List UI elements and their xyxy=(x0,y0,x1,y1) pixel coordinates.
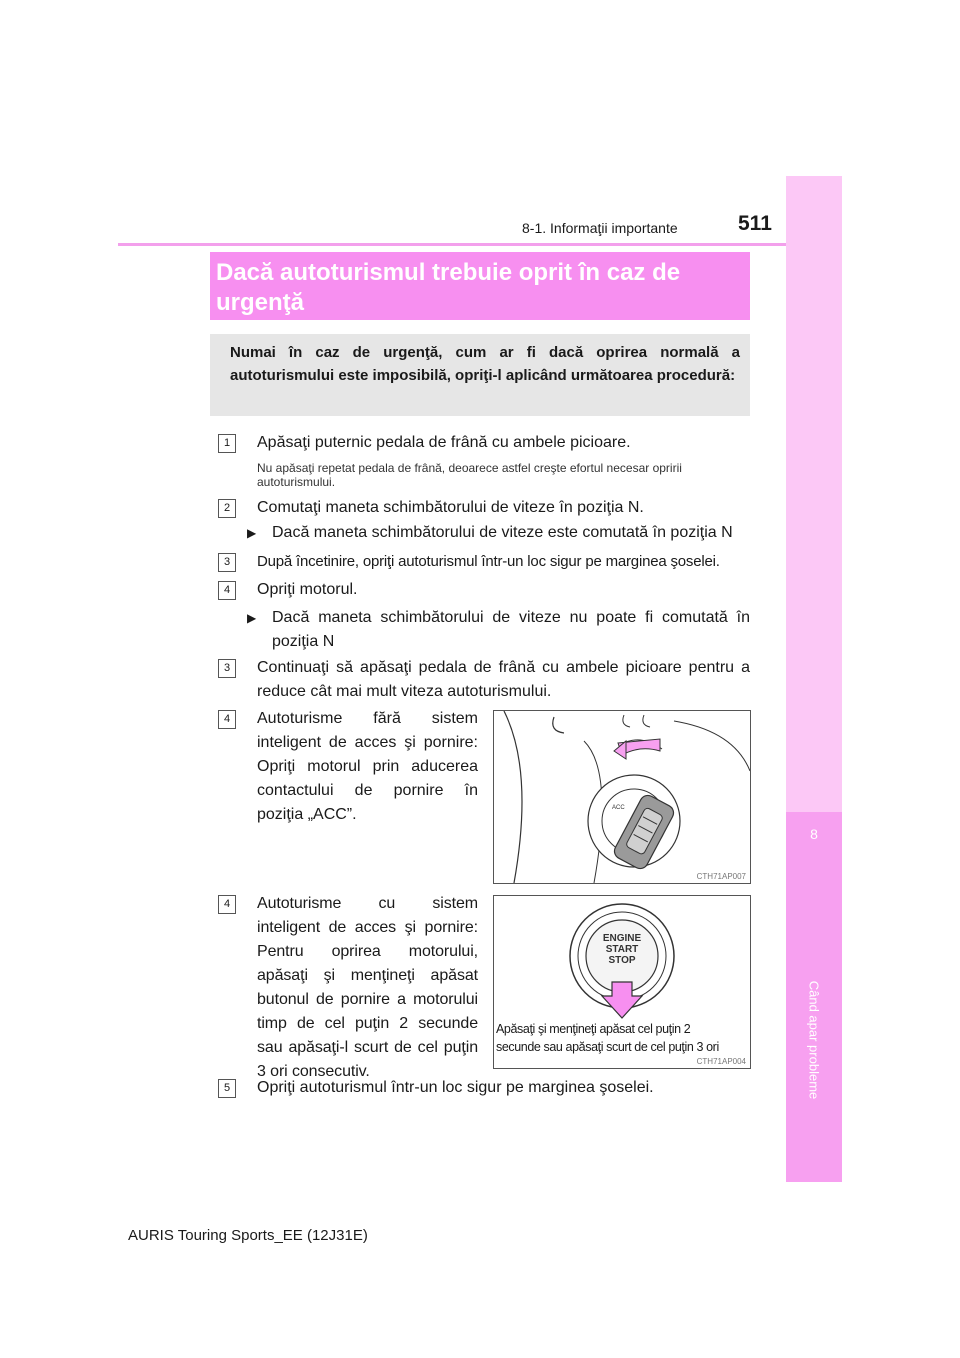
step-4b-text: Autoturisme fără sistem inteligent de acces şi pornire: Opriţi motorul prin aducerea contactului de pornire în poziţia „ACC”. xyxy=(257,710,478,823)
triangle-bullet-icon: ▶ xyxy=(247,611,257,625)
step-4c-text: Autoturisme cu sistem inteligent de acces şi pornire: Pentru oprirea motorului, apăsaţi şi menţineţi apăsat butonul de pornire a motorului timp de cel puţin 2 secunde sau apăsaţi-l scurt de cel puţin 3 ori consecutiv. xyxy=(257,895,478,1080)
step-marker-1: 1 xyxy=(218,434,236,453)
triangle-bullet-icon: ▶ xyxy=(247,526,257,540)
page-number: 511 xyxy=(738,212,772,235)
step-2-text: Comutaţi maneta schimbătorului de viteze în poziţia N. xyxy=(257,499,644,516)
button-line-start: START xyxy=(605,944,639,955)
header-divider xyxy=(118,243,842,246)
step-5-text: Opriţi autoturismul într-un loc sigur pe marginea şoselei. xyxy=(257,1079,654,1096)
ignition-key-illustration xyxy=(493,710,751,884)
step-1-text: Apăsaţi puternic pedala de frână cu ambele picioare. xyxy=(257,434,631,451)
section-title: Dacă autoturismul trebuie oprit în caz de urgenţă xyxy=(216,259,681,316)
start-button-illustration xyxy=(493,895,751,1069)
step-marker-2: 2 xyxy=(218,499,236,518)
illustration-code: CTH71AP007 xyxy=(696,872,746,881)
intro-text: Numai în caz de urgenţă, cum ar fi dacă oprirea normală a autoturismului este imposibilă, opriţi-l aplicând următoarea procedură: xyxy=(230,344,740,384)
step-marker-4c: 4 xyxy=(218,895,236,914)
button-line-stop: STOP xyxy=(608,955,636,966)
step-marker-3b: 3 xyxy=(218,659,236,678)
illustration-caption-line-2: secunde sau apăsaţi scurt de cel puţin 3 ori xyxy=(496,1040,719,1054)
chapter-label-container xyxy=(780,965,848,1115)
step-marker-3: 3 xyxy=(218,553,236,572)
step-3b-text: Continuaţi să apăsaţi pedala de frână cu ambele picioare pentru a reduce cât mai mult viteza autoturismului. xyxy=(257,659,750,700)
condition-2-text: Dacă maneta schimbătorului de viteze nu poate fi comutată în poziţia N xyxy=(272,609,750,650)
svg-text:ACC: ACC xyxy=(612,805,625,811)
step-marker-4: 4 xyxy=(218,581,236,600)
step-1-note: Nu apăsaţi repetat pedala de frână, deoarece astfel creşte efortul necesar opririi autoturismului. xyxy=(257,461,682,489)
chapter-number: 8 xyxy=(810,826,818,842)
running-header-section: 8-1. Informaţii importante xyxy=(522,220,678,236)
step-marker-5: 5 xyxy=(218,1079,236,1098)
illustration-code: CTH71AP004 xyxy=(696,1057,746,1066)
illustration-caption-line-1: Apăsaţi şi menţineţi apăsat cel puţin 2 xyxy=(496,1022,691,1036)
condition-1-text: Dacă maneta schimbătorului de viteze este comutată în poziţia N xyxy=(272,524,733,541)
step-3-text: După încetinire, opriţi autoturismul într-un loc sigur pe marginea şoselei. xyxy=(257,553,720,570)
engine-start-stop-button-label xyxy=(596,933,648,966)
ignition-key-drawing xyxy=(494,711,750,883)
chapter-label: Când apar probleme xyxy=(806,980,822,1100)
step-marker-4b: 4 xyxy=(218,710,236,729)
step-4-text: Opriţi motorul. xyxy=(257,581,358,598)
button-line-engine: ENGINE xyxy=(602,933,642,944)
footer-model-code: AURIS Touring Sports_EE (12J31E) xyxy=(128,1227,368,1244)
